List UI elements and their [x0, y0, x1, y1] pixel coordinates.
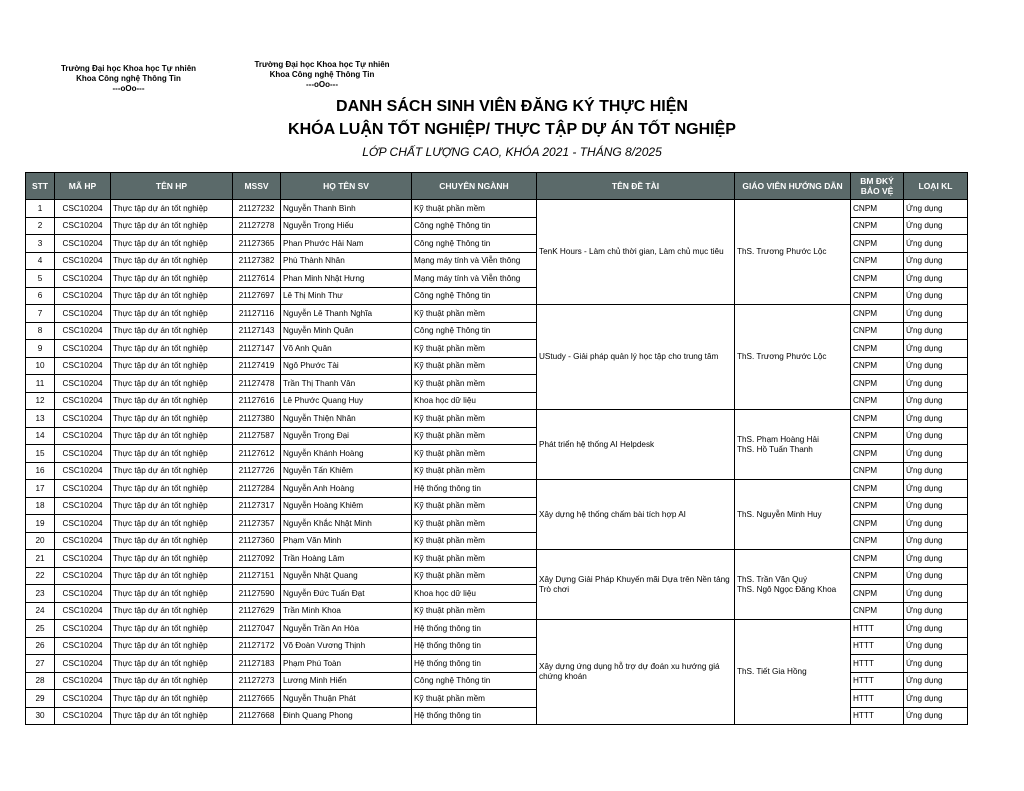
student-id: 21127147: [233, 340, 281, 358]
defense-dept: CNPM: [851, 550, 904, 568]
course-name: Thực tập dự án tốt nghiệp: [111, 270, 233, 288]
student-id: 21127590: [233, 585, 281, 603]
student-id: 21127360: [233, 532, 281, 550]
advisor-name: ThS. Trần Văn Quý: [737, 574, 808, 584]
row-number: 9: [26, 340, 55, 358]
major: Hệ thống thông tin: [412, 480, 537, 498]
thesis-type: Ứng dụng: [904, 235, 968, 253]
defense-dept: CNPM: [851, 340, 904, 358]
student-id: 21127047: [233, 620, 281, 638]
thesis-type: Ứng dụng: [904, 322, 968, 340]
thesis-type: Ứng dụng: [904, 375, 968, 393]
row-number: 5: [26, 270, 55, 288]
defense-dept: CNPM: [851, 602, 904, 620]
faculty-name: Khoa Công nghệ Thông Tin: [76, 74, 181, 83]
table-row: [26, 480, 968, 498]
course-name: Thực tập dự án tốt nghiệp: [111, 550, 233, 568]
student-id: 21127092: [233, 550, 281, 568]
course-name: Thực tập dự án tốt nghiệp: [111, 532, 233, 550]
row-number: 23: [26, 585, 55, 603]
major: Kỹ thuật phần mềm: [412, 445, 537, 463]
row-number: 6: [26, 287, 55, 305]
student-name: Nguyễn Nhật Quang: [281, 567, 412, 585]
course-code: CSC10204: [55, 235, 111, 253]
course-name: Thực tập dự án tốt nghiệp: [111, 655, 233, 673]
course-code: CSC10204: [55, 532, 111, 550]
course-name: Thực tập dự án tốt nghiệp: [111, 690, 233, 708]
student-name: Võ Đoàn Vương Thịnh: [281, 637, 412, 655]
course-code: CSC10204: [55, 410, 111, 428]
student-id: 21127116: [233, 305, 281, 323]
major: Kỹ thuật phần mềm: [412, 375, 537, 393]
course-name: Thực tập dự án tốt nghiệp: [111, 427, 233, 445]
student-name: Nguyễn Tấn Khiêm: [281, 462, 412, 480]
student-id: 21127357: [233, 515, 281, 533]
defense-dept: CNPM: [851, 200, 904, 218]
defense-dept: CNPM: [851, 515, 904, 533]
course-name: Thực tập dự án tốt nghiệp: [111, 322, 233, 340]
major: Hệ thống thông tin: [412, 637, 537, 655]
row-number: 27: [26, 655, 55, 673]
col-header: HỌ TÊN SV: [281, 173, 412, 200]
student-id: 21127380: [233, 410, 281, 428]
defense-dept: HTTT: [851, 655, 904, 673]
col-header: TÊN HP: [111, 173, 233, 200]
major: Khoa học dữ liệu: [412, 392, 537, 410]
student-id: 21127612: [233, 445, 281, 463]
course-name: Thực tập dự án tốt nghiệp: [111, 375, 233, 393]
course-code: CSC10204: [55, 392, 111, 410]
advisor-cell: [735, 200, 851, 305]
ornament: ---oOo---: [112, 84, 145, 93]
course-name: Thực tập dự án tốt nghiệp: [111, 637, 233, 655]
thesis-type: Ứng dụng: [904, 410, 968, 428]
thesis-type: Ứng dụng: [904, 585, 968, 603]
course-code: CSC10204: [55, 497, 111, 515]
thesis-type: Ứng dụng: [904, 445, 968, 463]
thesis-type: Ứng dụng: [904, 532, 968, 550]
major: Kỹ thuật phần mềm: [412, 410, 537, 428]
student-name: Nguyễn Thiện Nhân: [281, 410, 412, 428]
row-number: 13: [26, 410, 55, 428]
student-name: Ngô Phước Tài: [281, 357, 412, 375]
row-number: 7: [26, 305, 55, 323]
row-number: 16: [26, 462, 55, 480]
major: Kỹ thuật phần mềm: [412, 427, 537, 445]
course-name: Thực tập dự án tốt nghiệp: [111, 340, 233, 358]
student-name: Trần Thị Thanh Vân: [281, 375, 412, 393]
course-code: CSC10204: [55, 217, 111, 235]
row-number: 21: [26, 550, 55, 568]
major: Kỹ thuật phần mềm: [412, 340, 537, 358]
row-number: 22: [26, 567, 55, 585]
student-name: Phạm Văn Minh: [281, 532, 412, 550]
col-header: MSSV: [233, 173, 281, 200]
student-id: 21127419: [233, 357, 281, 375]
student-id: 21127697: [233, 287, 281, 305]
course-name: Thực tập dự án tốt nghiệp: [111, 462, 233, 480]
course-name: Thực tập dự án tốt nghiệp: [111, 445, 233, 463]
row-number: 20: [26, 532, 55, 550]
student-name: Phù Thành Nhân: [281, 252, 412, 270]
course-name: Thực tập dự án tốt nghiệp: [111, 480, 233, 498]
student-id: 21127284: [233, 480, 281, 498]
advisor-cell: [735, 305, 851, 410]
thesis-type: Ứng dụng: [904, 357, 968, 375]
row-number: 3: [26, 235, 55, 253]
row-number: 12: [26, 392, 55, 410]
thesis-type: Ứng dụng: [904, 567, 968, 585]
student-name: Phạm Phú Toàn: [281, 655, 412, 673]
major: Mạng máy tính và Viễn thông: [412, 270, 537, 288]
thesis-type: Ứng dụng: [904, 217, 968, 235]
major: Kỹ thuật phần mềm: [412, 515, 537, 533]
defense-dept: HTTT: [851, 690, 904, 708]
thesis-type: Ứng dụng: [904, 620, 968, 638]
defense-dept: CNPM: [851, 532, 904, 550]
major: Kỹ thuật phần mềm: [412, 567, 537, 585]
student-id: 21127665: [233, 690, 281, 708]
advisor-name-2: ThS. Ngô Ngọc Đăng Khoa: [737, 584, 837, 594]
row-number: 18: [26, 497, 55, 515]
row-number: 15: [26, 445, 55, 463]
advisor-name-2: ThS. Hồ Tuấn Thanh: [737, 444, 813, 454]
school-name: Trường Đại học Khoa học Tự nhiên: [60, 64, 197, 73]
student-name: Phan Minh Nhật Hưng: [281, 270, 412, 288]
course-code: CSC10204: [55, 340, 111, 358]
defense-dept: CNPM: [851, 427, 904, 445]
course-name: Thực tập dự án tốt nghiệp: [111, 585, 233, 603]
col-header: GIÁO VIÊN HƯỚNG DẪN: [735, 173, 851, 200]
student-id: 21127273: [233, 672, 281, 690]
defense-dept: CNPM: [851, 462, 904, 480]
course-code: CSC10204: [55, 270, 111, 288]
student-id: 21127183: [233, 655, 281, 673]
row-number: 30: [26, 707, 55, 725]
course-code: CSC10204: [55, 305, 111, 323]
student-id: 21127365: [233, 235, 281, 253]
defense-dept: CNPM: [851, 567, 904, 585]
thesis-type: Ứng dụng: [904, 287, 968, 305]
thesis-type: Ứng dụng: [904, 305, 968, 323]
student-name: Nguyễn Minh Quân: [281, 322, 412, 340]
advisor-cell: [735, 480, 851, 550]
student-name: Lê Thị Minh Thư: [281, 287, 412, 305]
defense-dept: CNPM: [851, 357, 904, 375]
student-name: Lê Phước Quang Huy: [281, 392, 412, 410]
topic-title: TenK Hours - Làm chủ thời gian, Làm chủ mục tiêu: [537, 200, 735, 305]
col-header: LOẠI KL: [904, 173, 968, 200]
student-id: 21127478: [233, 375, 281, 393]
topic-title: UStudy - Giải pháp quản lý học tập cho trung tâm: [537, 305, 735, 410]
course-name: Thực tập dự án tốt nghiệp: [111, 620, 233, 638]
course-name: Thực tập dự án tốt nghiệp: [111, 252, 233, 270]
thesis-type: Ứng dụng: [904, 392, 968, 410]
course-name: Thực tập dự án tốt nghiệp: [111, 497, 233, 515]
major: Hệ thống thông tin: [412, 620, 537, 638]
course-code: CSC10204: [55, 707, 111, 725]
course-code: CSC10204: [55, 445, 111, 463]
defense-dept: HTTT: [851, 707, 904, 725]
thesis-type: Ứng dụng: [904, 252, 968, 270]
thesis-type: Ứng dụng: [904, 672, 968, 690]
school-header-left: [46, 64, 211, 94]
course-name: Thực tập dự án tốt nghiệp: [111, 410, 233, 428]
major: Mạng máy tính và Viễn thông: [412, 252, 537, 270]
student-id: 21127616: [233, 392, 281, 410]
thesis-type: Ứng dụng: [904, 462, 968, 480]
major: Hệ thống thông tin: [412, 655, 537, 673]
table-body: [26, 200, 968, 725]
course-code: CSC10204: [55, 550, 111, 568]
course-name: Thực tập dự án tốt nghiệp: [111, 305, 233, 323]
course-code: CSC10204: [55, 357, 111, 375]
defense-dept: CNPM: [851, 445, 904, 463]
course-code: CSC10204: [55, 427, 111, 445]
thesis-type: Ứng dụng: [904, 270, 968, 288]
thesis-type: Ứng dụng: [904, 515, 968, 533]
course-code: CSC10204: [55, 585, 111, 603]
course-code: CSC10204: [55, 322, 111, 340]
thesis-type: Ứng dụng: [904, 427, 968, 445]
row-number: 14: [26, 427, 55, 445]
defense-dept: CNPM: [851, 305, 904, 323]
major: Công nghệ Thông tin: [412, 235, 537, 253]
major: Công nghệ Thông tin: [412, 287, 537, 305]
major: Kỹ thuật phần mềm: [412, 357, 537, 375]
row-number: 4: [26, 252, 55, 270]
row-number: 26: [26, 637, 55, 655]
defense-dept: CNPM: [851, 410, 904, 428]
advisor-name: ThS. Trương Phước Lộc: [737, 352, 827, 361]
defense-dept: CNPM: [851, 322, 904, 340]
student-name: Nguyễn Lê Thanh Nghĩa: [281, 305, 412, 323]
thesis-type: Ứng dụng: [904, 602, 968, 620]
row-number: 11: [26, 375, 55, 393]
student-name: Nguyễn Anh Hoàng: [281, 480, 412, 498]
major: Kỹ thuật phần mềm: [412, 532, 537, 550]
thesis-type: Ứng dụng: [904, 637, 968, 655]
defense-dept: CNPM: [851, 270, 904, 288]
advisor-name: ThS. Phạm Hoàng Hải: [737, 434, 819, 444]
topic-title: Xây dựng hệ thống chấm bài tích hợp AI: [537, 480, 735, 550]
table-row: [26, 200, 968, 218]
student-name: Nguyễn Hoàng Khiêm: [281, 497, 412, 515]
course-name: Thực tập dự án tốt nghiệp: [111, 567, 233, 585]
course-code: CSC10204: [55, 287, 111, 305]
course-code: CSC10204: [55, 690, 111, 708]
student-name: Trần Minh Khoa: [281, 602, 412, 620]
defense-dept: HTTT: [851, 637, 904, 655]
student-id: 21127151: [233, 567, 281, 585]
col-header: MÃ HP: [55, 173, 111, 200]
student-name: Phan Phước Hải Nam: [281, 235, 412, 253]
student-name: Nguyễn Khắc Nhật Minh: [281, 515, 412, 533]
student-table: [25, 172, 968, 725]
defense-dept: CNPM: [851, 585, 904, 603]
defense-dept: HTTT: [851, 620, 904, 638]
col-header: STT: [26, 173, 55, 200]
course-code: CSC10204: [55, 480, 111, 498]
major: Kỹ thuật phần mềm: [412, 305, 537, 323]
row-number: 28: [26, 672, 55, 690]
student-name: Trần Hoàng Lâm: [281, 550, 412, 568]
topic-title: Phát triển hệ thống AI Helpdesk: [537, 410, 735, 480]
course-name: Thực tập dự án tốt nghiệp: [111, 357, 233, 375]
course-name: Thực tập dự án tốt nghiệp: [111, 707, 233, 725]
defense-dept: CNPM: [851, 235, 904, 253]
row-number: 2: [26, 217, 55, 235]
table-row: [26, 305, 968, 323]
row-number: 10: [26, 357, 55, 375]
major: Khoa học dữ liệu: [412, 585, 537, 603]
student-id: 21127143: [233, 322, 281, 340]
student-id: 21127587: [233, 427, 281, 445]
course-name: Thực tập dự án tốt nghiệp: [111, 287, 233, 305]
table-row: [26, 410, 968, 428]
advisor-cell: [735, 620, 851, 725]
course-name: Thực tập dự án tốt nghiệp: [111, 672, 233, 690]
student-name: Võ Anh Quân: [281, 340, 412, 358]
student-name: Nguyễn Trần An Hòa: [281, 620, 412, 638]
student-id: 21127614: [233, 270, 281, 288]
course-name: Thực tập dự án tốt nghiệp: [111, 392, 233, 410]
faculty-name: Khoa Công nghệ Thông Tin: [269, 70, 375, 79]
course-code: CSC10204: [55, 515, 111, 533]
course-name: Thực tập dự án tốt nghiệp: [111, 200, 233, 218]
student-id: 21127668: [233, 707, 281, 725]
thesis-type: Ứng dụng: [904, 655, 968, 673]
row-number: 25: [26, 620, 55, 638]
student-name: Nguyễn Thanh Bình: [281, 200, 412, 218]
col-header: BM ĐKÝ BẢO VỆ: [851, 173, 904, 200]
row-number: 1: [26, 200, 55, 218]
student-id: 21127278: [233, 217, 281, 235]
major: Công nghệ Thông tin: [412, 322, 537, 340]
defense-dept: CNPM: [851, 375, 904, 393]
table-row: [26, 620, 968, 638]
student-name: Nguyễn Thuận Phát: [281, 690, 412, 708]
defense-dept: CNPM: [851, 287, 904, 305]
major: Kỹ thuật phần mềm: [412, 602, 537, 620]
school-name: Trường Đại học Khoa học Tự nhiên: [254, 60, 390, 69]
student-name: Lương Minh Hiển: [281, 672, 412, 690]
thesis-type: Ứng dụng: [904, 480, 968, 498]
defense-dept: CNPM: [851, 480, 904, 498]
course-code: CSC10204: [55, 637, 111, 655]
row-number: 8: [26, 322, 55, 340]
page-title: DANH SÁCH SINH VIÊN ĐĂNG KÝ THỰC HIỆN: [336, 98, 688, 115]
school-header-right: [237, 60, 407, 90]
defense-dept: CNPM: [851, 252, 904, 270]
student-id: 21127726: [233, 462, 281, 480]
advisor-name: ThS. Trương Phước Lộc: [737, 247, 827, 256]
major: Kỹ thuật phần mềm: [412, 462, 537, 480]
major: Kỹ thuật phần mềm: [412, 200, 537, 218]
topic-title: Xây Dựng Giải Pháp Khuyến mãi Dựa trên Nền tảng Trò chơi: [537, 550, 735, 620]
advisor-cell: [735, 550, 851, 620]
advisor-name: ThS. Tiết Gia Hồng: [737, 667, 807, 676]
major: Kỹ thuật phần mềm: [412, 550, 537, 568]
class-info: LỚP CHẤT LƯỢNG CAO, KHÓA 2021 - THÁNG 8/2025: [362, 145, 662, 159]
course-code: CSC10204: [55, 655, 111, 673]
course-code: CSC10204: [55, 602, 111, 620]
course-code: CSC10204: [55, 462, 111, 480]
student-name: Nguyễn Đức Tuấn Đạt: [281, 585, 412, 603]
row-number: 19: [26, 515, 55, 533]
thesis-type: Ứng dụng: [904, 497, 968, 515]
course-name: Thực tập dự án tốt nghiệp: [111, 602, 233, 620]
course-code: CSC10204: [55, 567, 111, 585]
row-number: 24: [26, 602, 55, 620]
student-id: 21127317: [233, 497, 281, 515]
major: Công nghệ Thông tin: [412, 217, 537, 235]
col-header: CHUYÊN NGÀNH: [412, 173, 537, 200]
major: Kỹ thuật phần mềm: [412, 690, 537, 708]
table-row: [26, 550, 968, 568]
student-name: Nguyễn Trọng Hiếu: [281, 217, 412, 235]
defense-dept: CNPM: [851, 217, 904, 235]
thesis-type: Ứng dụng: [904, 200, 968, 218]
thesis-type: Ứng dụng: [904, 340, 968, 358]
defense-dept: HTTT: [851, 672, 904, 690]
ornament: ---oOo---: [306, 80, 338, 89]
defense-dept: CNPM: [851, 392, 904, 410]
col-header: TÊN ĐỀ TÀI: [537, 173, 735, 200]
major: Hệ thống thông tin: [412, 707, 537, 725]
course-code: CSC10204: [55, 252, 111, 270]
major: Kỹ thuật phần mềm: [412, 497, 537, 515]
thesis-type: Ứng dụng: [904, 690, 968, 708]
advisor-cell: [735, 410, 851, 480]
page-subtitle: KHÓA LUẬN TỐT NGHIỆP/ THỰC TẬP DỰ ÁN TỐT NGHIỆP: [288, 121, 736, 138]
student-id: 21127232: [233, 200, 281, 218]
student-id: 21127172: [233, 637, 281, 655]
advisor-name: ThS. Nguyễn Minh Huy: [737, 509, 822, 519]
table-header-row: [26, 173, 968, 200]
course-name: Thực tập dự án tốt nghiệp: [111, 217, 233, 235]
row-number: 29: [26, 690, 55, 708]
course-code: CSC10204: [55, 672, 111, 690]
student-name: Nguyễn Khánh Hoàng: [281, 445, 412, 463]
course-name: Thực tập dự án tốt nghiệp: [111, 235, 233, 253]
student-id: 21127382: [233, 252, 281, 270]
course-code: CSC10204: [55, 620, 111, 638]
thesis-type: Ứng dụng: [904, 550, 968, 568]
student-name: Đinh Quang Phong: [281, 707, 412, 725]
course-code: CSC10204: [55, 200, 111, 218]
row-number: 17: [26, 480, 55, 498]
course-code: CSC10204: [55, 375, 111, 393]
thesis-type: Ứng dụng: [904, 707, 968, 725]
student-name: Nguyễn Trọng Đại: [281, 427, 412, 445]
student-id: 21127629: [233, 602, 281, 620]
major: Công nghệ Thông tin: [412, 672, 537, 690]
course-name: Thực tập dự án tốt nghiệp: [111, 515, 233, 533]
topic-title: Xây dựng ứng dụng hỗ trợ dự đoán xu hướng giá chứng khoán: [537, 620, 735, 725]
defense-dept: CNPM: [851, 497, 904, 515]
